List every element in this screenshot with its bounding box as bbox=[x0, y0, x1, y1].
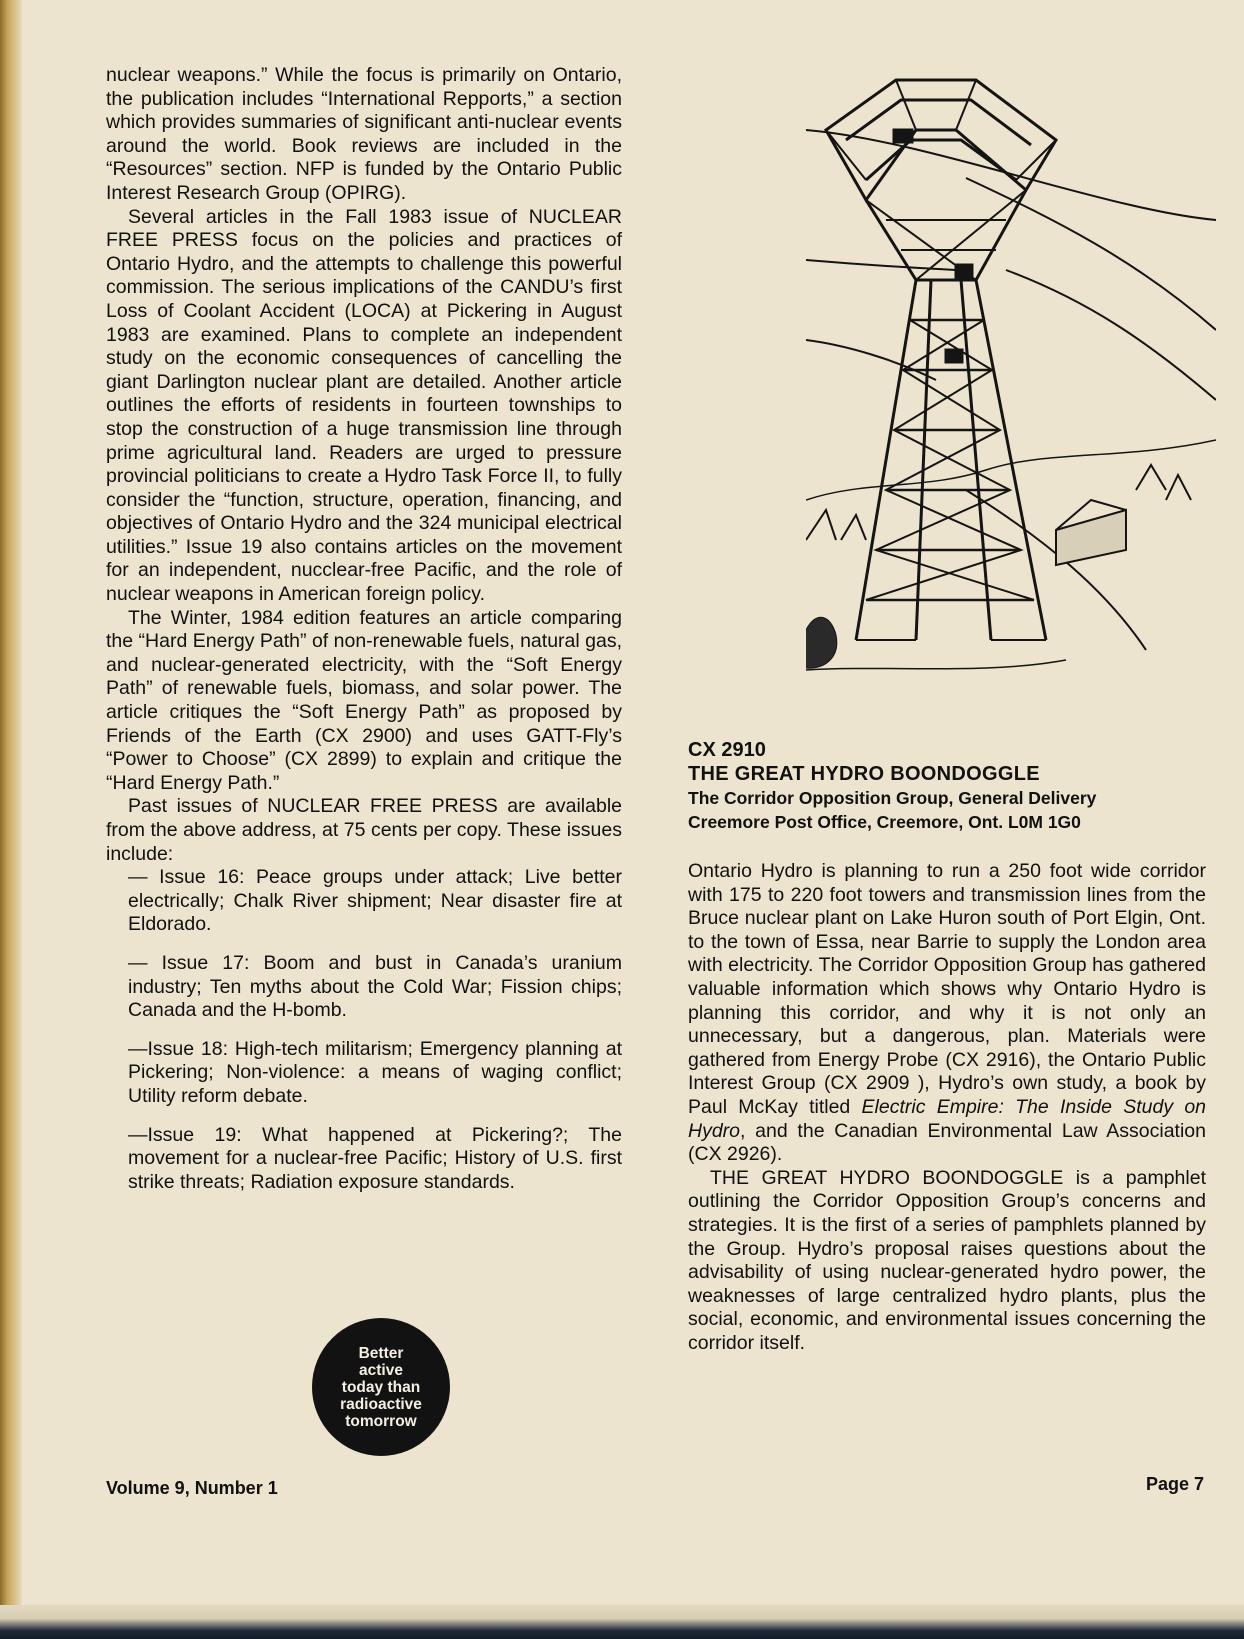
page-number: Page 7 bbox=[1146, 1474, 1205, 1494]
paragraph-winter-1984: The Winter, 1984 edition features an article comparing the “Hard Energy Path” of non-renewable fuels, natural gas, and nuclear-generated electricity, with the “Soft Energy Path” of renewable fuels, biomass, and solar power. The article critiques the “Soft Energy Path” as proposed by Friends of the Earth (CX 2900) and uses GATT-Fly’s “Power to Choose” (CX 2899) to explain and critique the “Hard Energy Path.” bbox=[106, 606, 622, 794]
badge-line: radioactive bbox=[340, 1395, 422, 1413]
issue-item: —Issue 18: High-tech militarism; Emergency planning at Pickering; Non-violence: a means of waging conflict; Utility reform debate. bbox=[128, 1037, 622, 1107]
issue-item: — Issue 16: Peace groups under attack; Live better electrically; Chalk River shipment; Near disaster fire at Eldorado. bbox=[128, 866, 622, 936]
slogan-badge bbox=[312, 1318, 450, 1456]
left-column bbox=[106, 64, 622, 1209]
badge-line: active bbox=[359, 1361, 403, 1379]
paragraph-past-issues: Past issues of NUCLEAR FREE PRESS are available from the above address, at 75 cents per copy. These issues include: bbox=[106, 795, 622, 865]
catalog-publisher: The Corridor Opposition Group, General Delivery bbox=[688, 788, 1097, 808]
issue-item: — Issue 17: Boom and bust in Canada’s uranium industry; Ten myths about the Cold War; Fission chips; Canada and the H-bomb. bbox=[128, 951, 622, 1022]
catalog-title: THE GREAT HYDRO BOONDOGGLE bbox=[688, 763, 1040, 785]
right-column bbox=[688, 860, 1206, 1355]
paragraph-corridor-plan bbox=[688, 860, 1206, 1167]
binding-spine bbox=[0, 0, 22, 1639]
paragraph-text: , and the Canadian Environmental Law Association (CX 2926). bbox=[688, 1119, 1206, 1166]
badge-line: Better bbox=[358, 1344, 404, 1362]
paragraph-text: Ontario Hydro is planning to run a 250 foot wide corridor with 175 to 220 foot towers and transmission lines from the Bruce nuclear plant on Lake Huron south of Port Elgin, Ont. to the town of Essa, near Barrie to supply the London area with electricity. The Corridor Opposition Group has gathered valuable information which shows why Ontario Hydro is planning this corridor, and why it is not only an unnecessary, but a dangerous, plan. Materials were gathered from Energy Probe (CX 2916), the Ontario Public Interest Group (CX 2909 ), Hydro’s own study, a book by Paul McKay titled bbox=[688, 860, 1206, 1118]
catalog-entry-header bbox=[688, 738, 1208, 834]
paragraph-fall-1983: Several articles in the Fall 1983 issue of NUCLEAR FREE PRESS focus on the policies and practices of Ontario Hydro, and the attempts to challenge this powerful commission. The serious implications of the CANDU’s first Loss of Coolant Accident (LOCA) at Pickering in August 1983 are examined. Plans to complete an independent study on the economic consequences of cancelling the giant Darlington nuclear plant are detailed. Another article outlines the efforts of residents in fourteen townships to stop the construction of a huge transmission line through prime agricultural land. Readers are urged to pressure provincial politicians to create a Hydro Task Force II, to fully consider the “function, structure, operation, financing, and objectives of Ontario Hydro and the 324 municipal electrical utilities.” Issue 19 also contains articles on the movement for an independent, nucclear-free Pacific, and the role of nuclear weapons in American foreign policy. bbox=[106, 205, 622, 606]
catalog-code: CX 2910 bbox=[688, 739, 766, 761]
scan-edge bbox=[0, 1605, 1244, 1639]
issue-list bbox=[106, 866, 622, 1194]
volume-number: Volume 9, Number 1 bbox=[106, 1478, 278, 1498]
paragraph-intro: nuclear weapons.” While the focus is primarily on Ontario, the publication includes “International Repports,” a section which provides summaries of significant anti-nuclear events around the world. Book reviews are included in the “Resources” section. NFP is funded by the Ontario Public Interest Research Group (OPIRG). bbox=[106, 64, 622, 204]
transmission-tower-illustration bbox=[806, 70, 1216, 720]
paragraph-pamphlet-summary: THE GREAT HYDRO BOONDOGGLE is a pamphlet outlining the Corridor Opposition Group’s concerns and strategies. It is the first of a series of pamphlets planned by the Group. Hydro’s proposal raises questions about the advisability of using nuclear-generated hydro power, the weaknesses of large centralized hydro plants, plus the social, economic, and environmental issues concerning the corridor itself. bbox=[688, 1166, 1206, 1354]
catalog-address: Creemore Post Office, Creemore, Ont. L0M 1G0 bbox=[688, 812, 1081, 832]
issue-item: —Issue 19: What happened at Pickering?; The movement for a nuclear-free Pacific; History of U.S. first strike threats; Radiation exposure standards. bbox=[128, 1123, 622, 1193]
book-title: Electric Empire: The Inside Study on Hydro bbox=[688, 1095, 1207, 1142]
badge-line: today than bbox=[341, 1378, 421, 1396]
badge-line: tomorrow bbox=[345, 1412, 417, 1430]
